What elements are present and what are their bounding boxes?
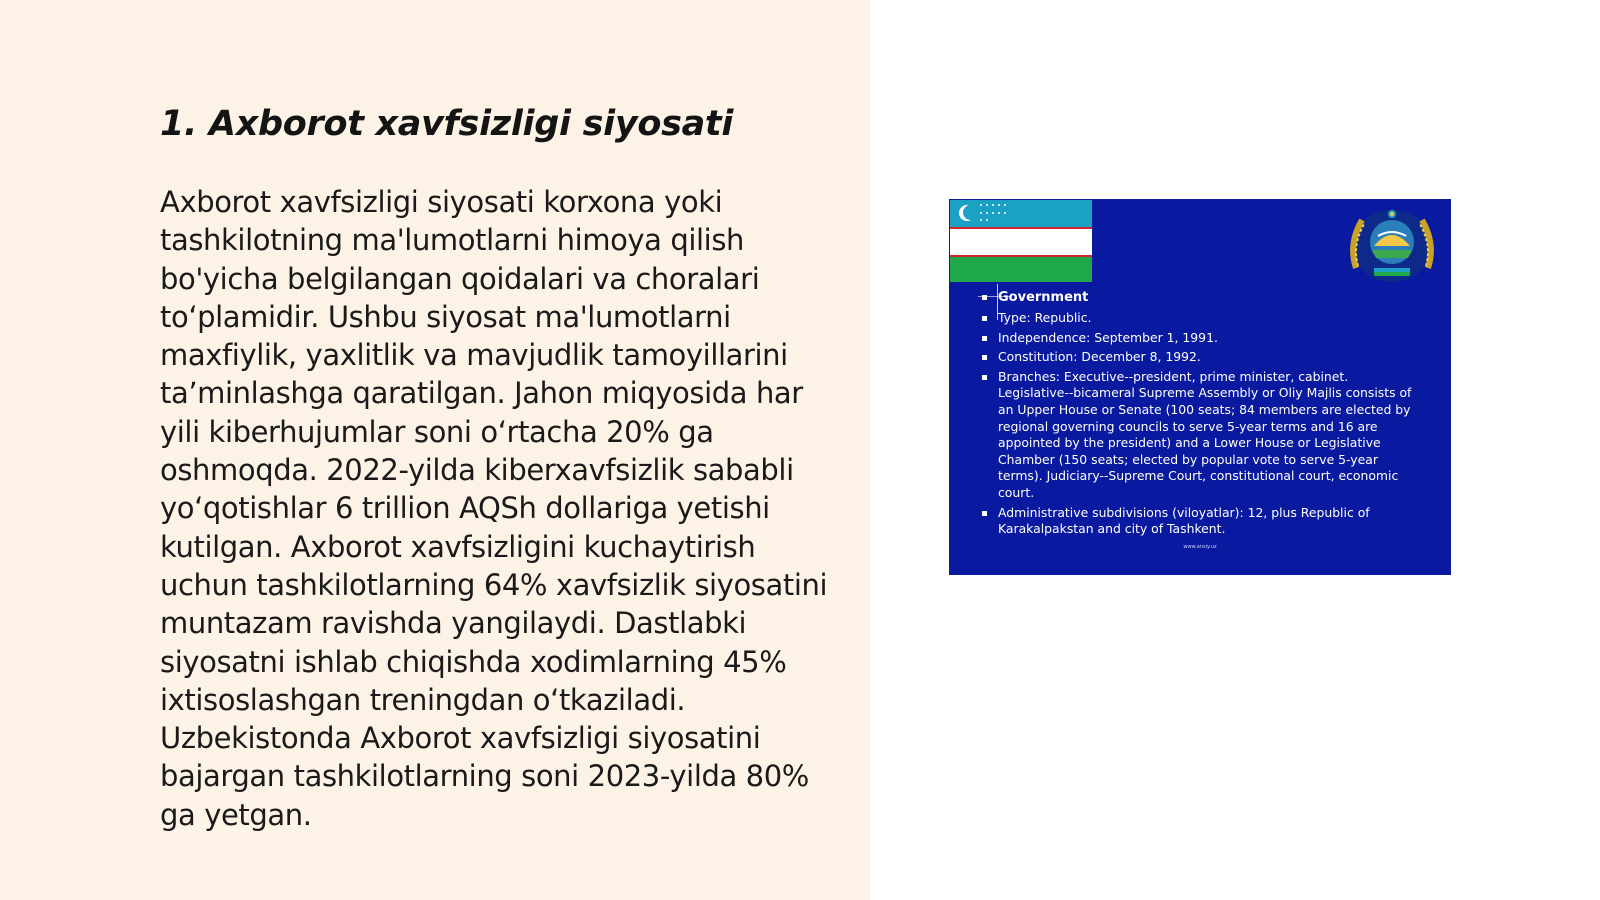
list-item-text: Constitution: December 8, 1992. [998,349,1201,365]
bullet-icon [982,511,987,516]
government-heading: Government [998,290,1089,305]
list-item [980,310,1420,327]
government-info-image [950,200,1450,574]
uzbekistan-flag-icon [950,200,1092,282]
list-item-text: Branches: Executive--president, prime minister, cabinet. Legislative--bicameral Supreme Assembly or Oliy Majlis consists of an Upper House or Senate (100 seats; 84 members are elected by regional governing councils to serve 5-year terms and 16 are appointed by the president) and a Lower House or Legislative Chamber (150 seats; elected by popular vote to serve 5-year terms). Judiciary--Supreme Court, constitutional court, economic court. [998,368,1412,500]
list-item-text: Type: Republic. [998,310,1092,325]
slide-body-text: Axborot xavfsizligi siyosati korxona yoki tashkilotning ma'lumotlarni himoya qilish bo'yicha belgilangan qoidalari va choralari to‘plamidir. Ushbu siyosat ma'lumotlarni maxfiylik, yaxlitlik va mavjudlik tamoyillarini ta’minlashga qaratilgan. Jahon miqyosida har yili kiberhujumlar soni o‘rtacha 20% ga oshmoqda. 2022-yilda kiberxavfsizlik sababli yo‘qotishlar 6 trillion AQSh dollariga yetishi kutilgan. Axborot xavfsizligini kuchaytirish uchun tashkilotlarning 64% xavfsizlik siyosatini muntazam ravishda yangilaydi. Dastlabki siyosatni ishlab chiqishda xodimlarning 45% ixtisoslashgan treningdan o‘tkaziladi. Uzbekistonda Axborot xavfsizligi siyosatini bajargan tashkilotlarning soni 2023-yilda 80% ga yetgan. [160,185,828,832]
bullet-icon [982,355,987,360]
list-item-text: Independence: September 1, 1991. [998,329,1218,345]
bullet-icon [982,375,987,380]
government-facts-list [980,310,1420,541]
uzbekistan-emblem-icon [1334,206,1444,286]
list-item [980,330,1420,347]
list-item-text: Administrative subdivisions (viloyatlar): 12, plus Republic of Karakalpakstan and city of Tashkent. [998,504,1370,537]
list-item [980,505,1420,538]
bullet-icon [982,316,987,321]
source-credit: www.ansiy.uz [1183,544,1217,550]
list-item [980,369,1420,502]
bullet-icon [982,336,987,341]
list-item [980,349,1420,366]
slide-title: 1. Axborot xavfsizligi siyosati [160,104,734,144]
